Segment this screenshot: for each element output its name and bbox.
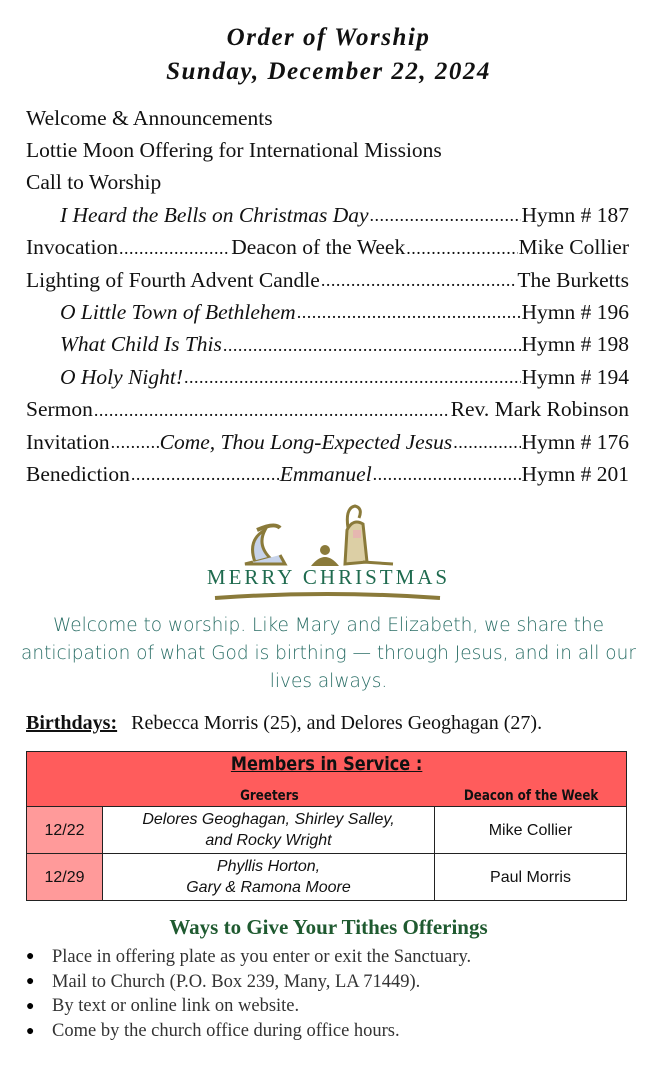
list-item-text: Place in offering plate as you enter or exit the Sanctuary.: [52, 946, 472, 967]
birthdays: [26, 712, 542, 735]
item-person: Rev. Mark Robinson: [450, 397, 629, 422]
table-row: [27, 807, 627, 854]
dot-leader: [223, 332, 521, 358]
program-item: [26, 264, 629, 296]
order-of-worship: [26, 102, 629, 491]
item-label: Lighting of Fourth Advent Candle: [26, 267, 320, 292]
ways-to-give-list: [26, 945, 471, 1044]
program-item: [26, 361, 629, 393]
program-item: [26, 329, 629, 361]
greeters-line: Gary & Ramona Moore: [186, 879, 351, 896]
dot-leader: [406, 235, 517, 261]
program-item: [26, 296, 629, 328]
greeters-line: Delores Geoghagan, Shirley Salley,: [142, 811, 395, 828]
item-label: Call to Worship: [26, 170, 162, 195]
bullet-icon: ●: [26, 949, 35, 965]
ways-to-give-heading: Ways to Give Your Tithes Offerings: [169, 915, 488, 939]
program-item: [26, 134, 629, 166]
greeters-cell: [103, 807, 435, 854]
hymn-number: Hymn # 198: [521, 332, 629, 357]
table-row: [27, 854, 627, 901]
item-label: Welcome & Announcements: [26, 105, 273, 130]
list-item: [26, 1019, 471, 1044]
item-label: Lottie Moon Offering for International Missions: [26, 138, 442, 163]
program-item: [26, 426, 629, 458]
deacon-cell: Paul Morris: [435, 854, 627, 901]
program-item: [26, 102, 629, 134]
greeters-line: Phyllis Horton,: [216, 858, 321, 875]
date-cell: 12/29: [27, 854, 103, 901]
col-greeters: Greeters: [239, 788, 299, 804]
item-label: Sermon: [26, 397, 93, 422]
list-item: [26, 945, 471, 970]
dot-leader: [119, 235, 230, 261]
item-middle: Deacon of the Week: [231, 235, 406, 260]
dot-leader: [184, 364, 520, 390]
welcome-message: Welcome to worship. Like Mary and Elizabeth, we share the anticipation of what God is birthing — through Jesus, and in all our lives always.: [21, 615, 636, 692]
deacon-cell: Mike Collier: [435, 807, 627, 854]
members-in-service-table: [26, 751, 627, 901]
hymn-title: I Heard the Bells on Christmas Day: [60, 202, 369, 227]
greeters-line: and Rocky Wright: [205, 832, 332, 849]
hymn-title: Emmanuel: [279, 461, 372, 486]
hymn-number: Hymn # 196: [521, 300, 629, 325]
dot-leader: [370, 202, 521, 228]
hymn-number: Hymn # 194: [521, 364, 629, 389]
program-item: [26, 199, 629, 231]
item-person: Mike Collier: [518, 235, 630, 260]
hymn-number: Hymn # 176: [521, 429, 629, 454]
program-item: [26, 232, 629, 264]
program-item: [26, 458, 629, 490]
list-item: [26, 995, 471, 1020]
merry-christmas-text: MERRY CHRISTMAS: [206, 565, 451, 589]
dot-leader: [297, 300, 521, 326]
list-item: [26, 970, 471, 995]
item-label: Invocation: [26, 235, 118, 260]
hymn-title: Come, Thou Long-Expected Jesus: [159, 429, 453, 454]
hymn-title: O Little Town of Bethlehem: [60, 300, 296, 325]
dot-leader: [373, 462, 521, 488]
program-item: [26, 167, 629, 199]
bullet-icon: ●: [26, 1023, 35, 1039]
dot-leader: [321, 267, 517, 293]
program-item: [26, 394, 629, 426]
item-person: The Burketts: [517, 267, 629, 292]
service-date: Sunday, December 22, 2024: [166, 58, 491, 85]
dot-leader: [131, 462, 279, 488]
hymn-number: Hymn # 201: [521, 461, 629, 486]
birthdays-text: Rebecca Morris (25), and Delores Geoghagan (27).: [131, 712, 543, 734]
dot-leader: [111, 429, 159, 455]
item-label: Benediction: [26, 461, 130, 486]
hymn-number: Hymn # 187: [521, 202, 629, 227]
hymn-title: What Child Is This: [60, 332, 222, 357]
col-deacon: Deacon of the Week: [464, 788, 599, 804]
bullet-icon: ●: [26, 998, 35, 1014]
hymn-title: O Holy Night!: [60, 364, 184, 389]
dot-leader: [94, 397, 450, 423]
birthdays-label: Birthdays:: [26, 712, 118, 734]
members-title: Members in Service :: [230, 753, 423, 775]
dot-leader: [453, 429, 520, 455]
table-header: [27, 752, 627, 807]
page-title: Order of Worship: [226, 24, 431, 51]
list-item-text: Come by the church office during office hours.: [52, 1021, 400, 1042]
list-item-text: By text or online link on website.: [52, 996, 300, 1017]
date-cell: 12/22: [27, 807, 103, 854]
greeters-cell: [103, 854, 435, 901]
item-label: Invitation: [26, 429, 110, 454]
list-item-text: Mail to Church (P.O. Box 239, Many, LA 71449).: [52, 971, 421, 992]
bullet-icon: ●: [26, 974, 35, 990]
